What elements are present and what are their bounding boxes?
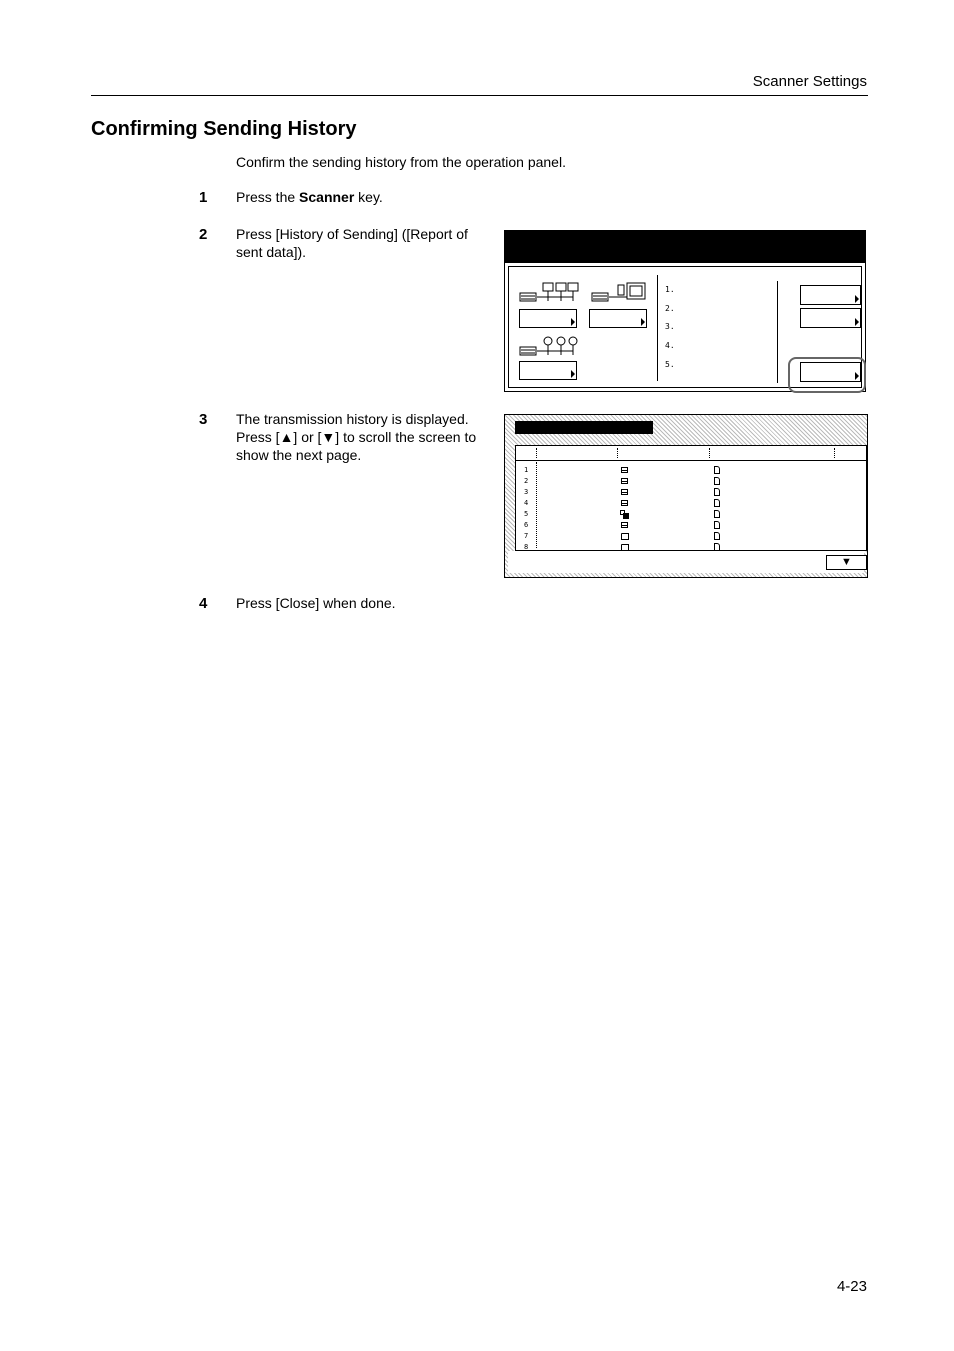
document-icon (714, 477, 720, 485)
table-row-number: 4 (524, 499, 529, 507)
history-title-bar (515, 421, 653, 434)
scanner-multi-destination-icon (519, 281, 579, 305)
page-title: Confirming Sending History (91, 118, 357, 140)
history-panel-screenshot (504, 414, 868, 578)
step-1-pre: Press the (236, 189, 300, 205)
step-number-4: 4 (199, 595, 208, 612)
step-text-3 (236, 410, 476, 464)
history-footer (508, 551, 864, 573)
table-header-rule (516, 460, 866, 461)
list-number-2: 2. (665, 304, 675, 313)
step-number-3: 3 (199, 411, 208, 428)
step-2-line-1: Press [History of Sending] ([Report of (236, 226, 468, 242)
mail-icon (621, 500, 628, 506)
document-icon (714, 466, 720, 474)
history-button-highlight (788, 357, 866, 393)
divider-left (657, 275, 658, 381)
step-number-1: 1 (199, 189, 208, 206)
table-row-number: 6 (524, 521, 529, 529)
panel-title-bar (505, 231, 865, 263)
list-number-3: 3. (665, 322, 675, 331)
table-row-number: 1 (524, 466, 529, 474)
destination-button-3[interactable] (519, 361, 577, 380)
step-number-2: 2 (199, 226, 208, 243)
arrow-right-icon (571, 370, 575, 378)
header-section-title: Scanner Settings (752, 73, 867, 90)
mail-icon (621, 478, 628, 484)
step-text-2 (236, 225, 468, 261)
column-divider (834, 448, 835, 458)
scanner-computer-icon (591, 281, 647, 305)
step-3-line-3: show the next page. (236, 447, 362, 463)
document-icon (714, 488, 720, 496)
step-1-bold: Scanner (299, 189, 355, 205)
step-1-post: key. (354, 189, 383, 205)
column-divider (536, 448, 537, 458)
arrow-right-icon (855, 318, 859, 326)
page-number: 4-23 (836, 1278, 867, 1295)
multi-destination-icon (620, 510, 629, 519)
table-row-number: 7 (524, 532, 529, 540)
table-row-number: 3 (524, 488, 529, 496)
side-button-2[interactable] (800, 308, 861, 328)
document-icon (714, 543, 720, 551)
step-3-line-2: Press [▲] or [▼] to scroll the screen to (236, 429, 477, 445)
column-divider (709, 448, 710, 458)
document-icon (714, 521, 720, 529)
step-text-4: Press [Close] when done. (236, 595, 396, 611)
folder-icon (621, 544, 629, 551)
arrow-right-icon (855, 295, 859, 303)
destination-button-1[interactable] (519, 309, 577, 328)
table-row-number: 5 (524, 510, 529, 518)
step-text-1 (236, 188, 383, 206)
row-number-divider (536, 462, 537, 548)
divider-right (777, 281, 778, 383)
folder-icon (621, 533, 629, 540)
header-rule (91, 95, 868, 96)
mail-icon (621, 489, 628, 495)
step-2-line-2: sent data]). (236, 244, 307, 260)
arrow-right-icon (641, 318, 645, 326)
table-row-number: 2 (524, 477, 529, 485)
document-icon (714, 499, 720, 507)
intro-text: Confirm the sending history from the operation panel. (236, 154, 566, 170)
step-3-line-1: The transmission history is displayed. (236, 411, 469, 427)
history-table (515, 445, 867, 551)
list-number-1: 1. (665, 285, 675, 294)
column-divider (617, 448, 618, 458)
mail-icon (621, 522, 628, 528)
document-icon (714, 510, 720, 518)
scroll-down-button[interactable]: ▼ (826, 555, 867, 570)
scanner-multi-destination-icon-2 (519, 335, 579, 359)
mail-icon (621, 467, 628, 473)
list-number-5: 5. (665, 360, 675, 369)
destination-button-2[interactable] (589, 309, 647, 328)
side-button-1[interactable] (800, 285, 861, 305)
arrow-right-icon (571, 318, 575, 326)
list-number-4: 4. (665, 341, 675, 350)
document-icon (714, 532, 720, 540)
table-row-number: 8 (524, 543, 529, 551)
